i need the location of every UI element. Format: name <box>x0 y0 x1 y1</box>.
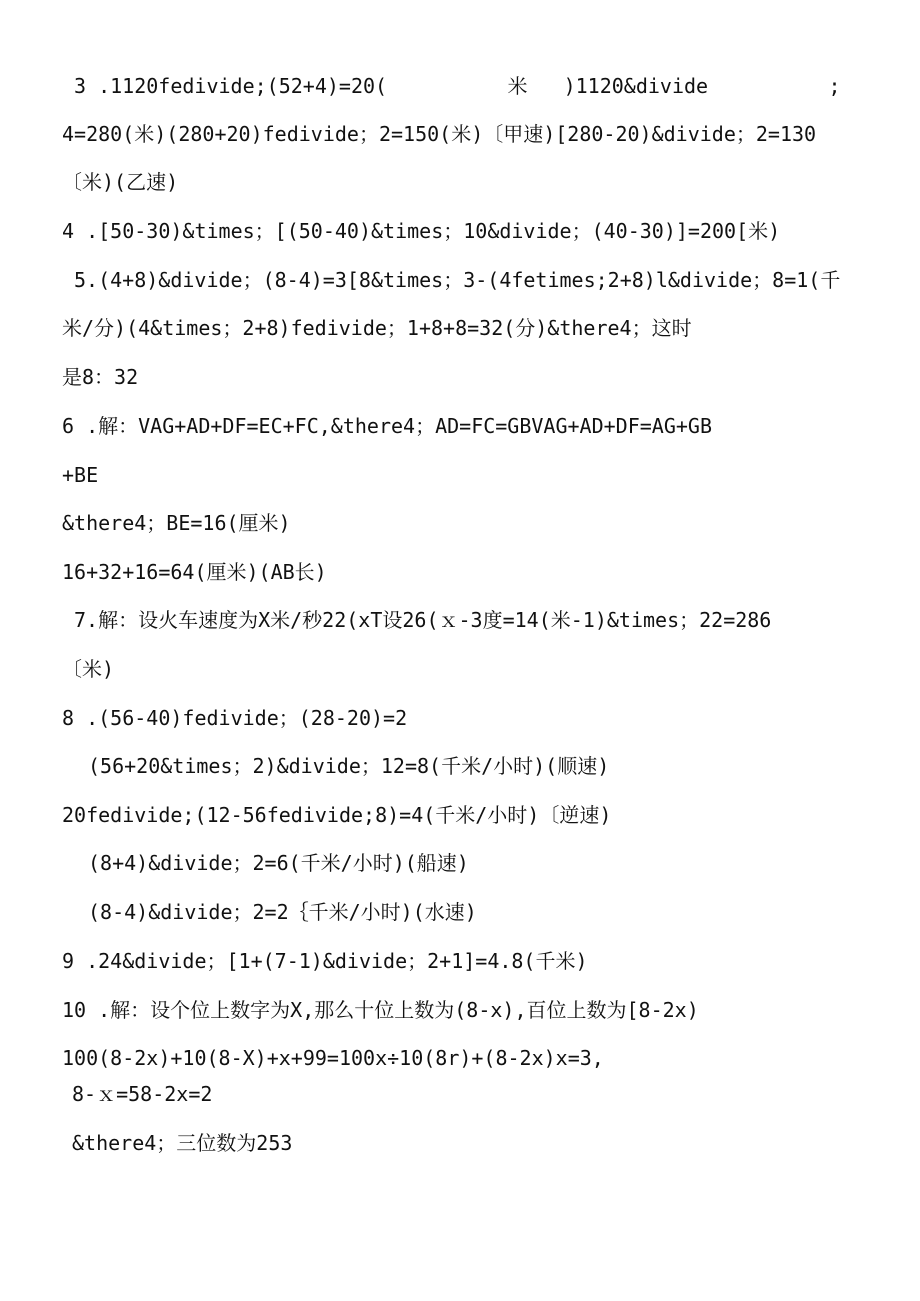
text-line-11: 16+32+16=64(厘米)(AB长) <box>62 560 327 584</box>
text-line-10: &there4；BE=16(厘米) <box>62 511 291 535</box>
text-line-5: 5.(4+8)&divide；(8-4)=3[8&times；3-(4fetimes;2+8)l&divide；8=1(千 <box>74 268 841 292</box>
text-line-1: 3 .1120fedivide;(52+4)=20( 米 )1120&divide ; <box>74 74 841 98</box>
text-line-20: 10 .解：设个位上数字为X,那么十位上数为(8-x),百位上数为[8-2x) <box>62 998 699 1022</box>
text-line-13: 〔米) <box>62 657 115 681</box>
text-line-4: 4 .[50-30)&times；[(50-40)&times；10&divide；(40-30)]=200[米) <box>62 219 781 243</box>
text-line-18: (8-4)&divide；2=2｛千米/小时)(水速) <box>88 900 477 924</box>
text-line-19: 9 .24&divide；[1+(7-1)&divide；2+1]=4.8(千米) <box>62 949 588 973</box>
text-line-17: (8+4)&divide；2=6(千米/小时)(船速) <box>88 851 469 875</box>
text-line-12: 7.解：设火车速度为X米/秒22(xT设26(ｘ-3度=14(米-1)&times；22=286 <box>74 608 772 632</box>
text-line-7: 是8：32 <box>62 365 139 389</box>
text-line-22: 8-ｘ=58-2x=2 <box>72 1082 213 1106</box>
text-line-3: 〔米)(乙速) <box>62 170 179 194</box>
text-line-9: +BE <box>62 463 99 487</box>
text-line-6: 米/分)(4&times；2+8)fedivide；1+8+8=32(分)&there4；这时 <box>62 316 692 340</box>
text-line-8: 6 .解：VAG+AD+DF=EC+FC,&there4；AD=FC=GBVAG+AD+DF=AG+GB <box>62 414 713 438</box>
text-line-23: &there4；三位数为253 <box>72 1131 293 1155</box>
text-line-15: (56+20&times；2)&divide；12=8(千米/小时)(顺速) <box>88 754 610 778</box>
text-line-2: 4=280(米)(280+20)fedivide；2=150(米)〔甲速)[280-20)&divide；2=130 <box>62 122 817 146</box>
text-line-21: 100(8-2x)+10(8-X)+x+99=100x÷10(8r)+(8-2x)x=3, <box>62 1046 604 1070</box>
text-line-14: 8 .(56-40)fedivide；(28-20)=2 <box>62 706 408 730</box>
text-line-16: 20fedivide;(12-56fedivide;8)=4(千米/小时)〔逆速) <box>62 803 612 827</box>
